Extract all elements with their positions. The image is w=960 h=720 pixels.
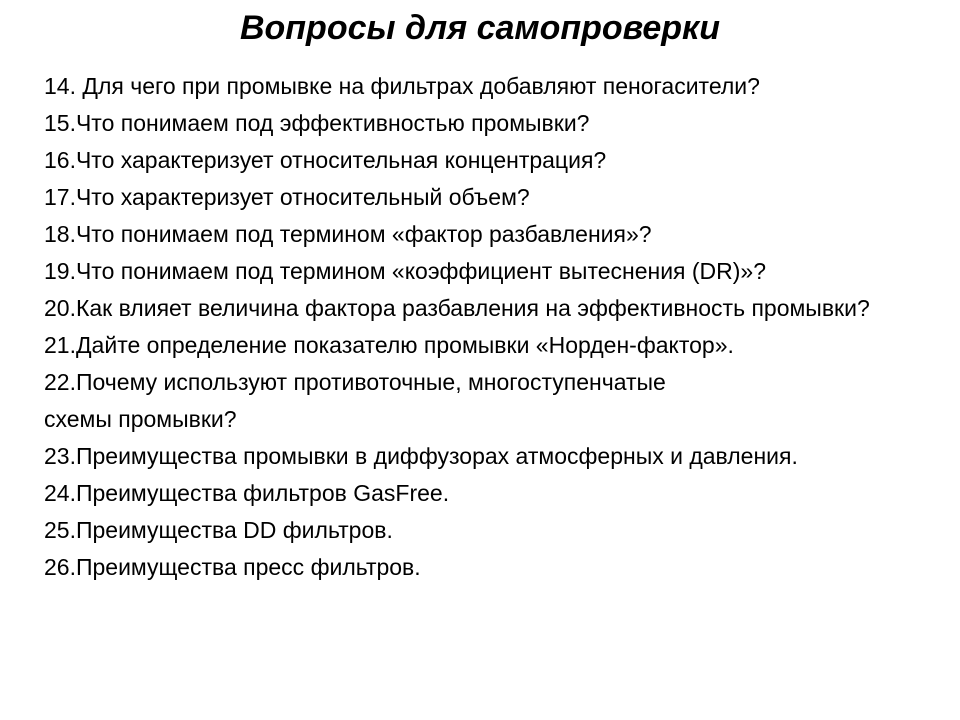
question-22-continuation: схемы промывки?: [44, 406, 237, 432]
question-19: 19.Что понимаем под термином «коэффициент вытеснения (DR)»?: [44, 258, 767, 284]
questions-list: [44, 71, 924, 589]
question-25: 25.Преимущества DD фильтров.: [44, 517, 393, 543]
question-18: 18.Что понимаем под термином «фактор разбавления»?: [44, 221, 652, 247]
question-14: 14. Для чего при промывке на фильтрах добавляют пеногасители?: [44, 73, 760, 99]
question-26: 26.Преимущества пресс фильтров.: [44, 554, 421, 580]
question-16: 16.Что характеризует относительная концентрация?: [44, 147, 607, 173]
question-22: 22.Почему используют противоточные, многоступенчатые: [44, 369, 666, 395]
question-24: 24.Преимущества фильтров GasFree.: [44, 480, 450, 506]
question-23: 23.Преимущества промывки в диффузорах атмосферных и давления.: [44, 443, 798, 469]
question-15: 15.Что понимаем под эффективностью промывки?: [44, 110, 590, 136]
question-17: 17.Что характеризует относительный объем?: [44, 184, 530, 210]
question-21: 21.Дайте определение показателю промывки «Норден-фактор».: [44, 332, 734, 358]
question-20: 20.Как влияет величина фактора разбавления на эффективность промывки?: [44, 295, 870, 321]
slide-title: Вопросы для самопроверки: [239, 9, 721, 47]
